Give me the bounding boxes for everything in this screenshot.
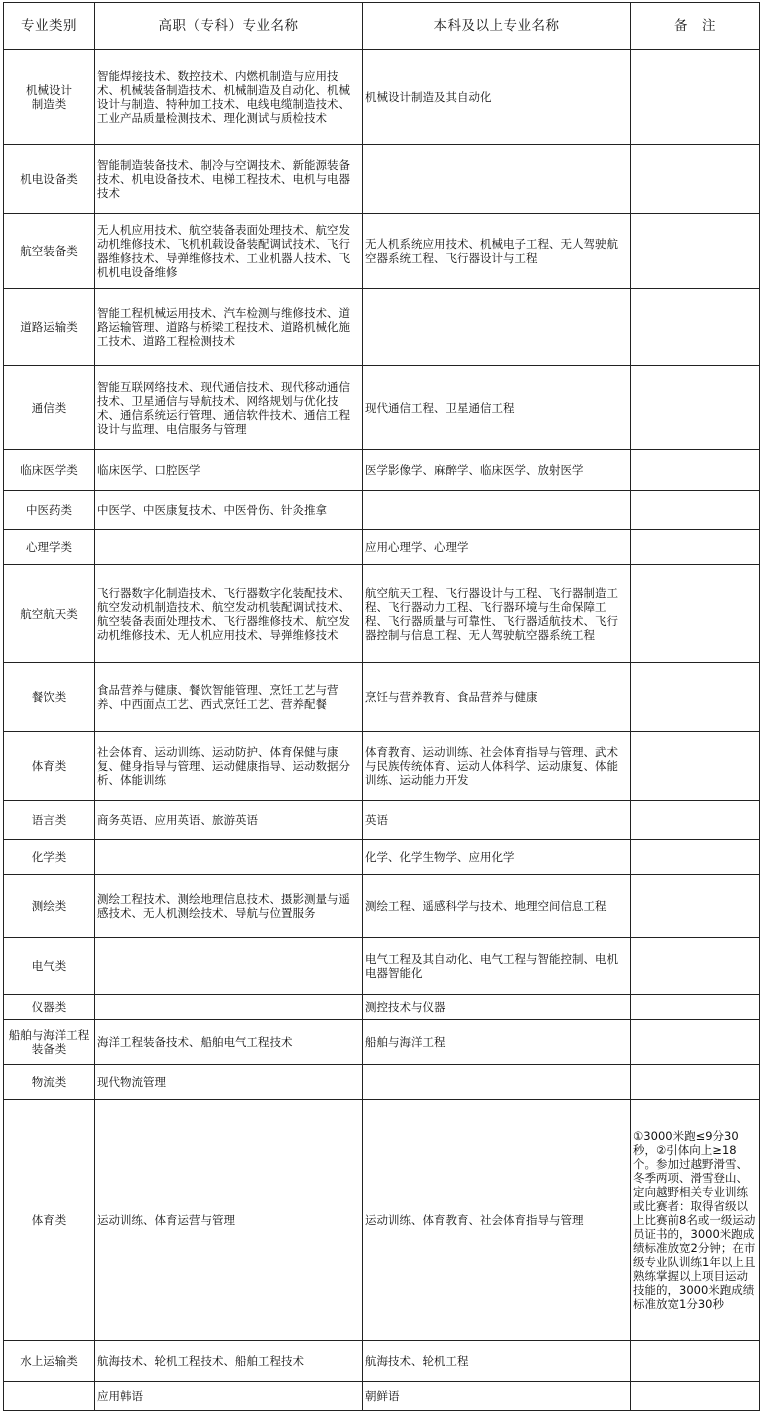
vocational-cell — [95, 530, 363, 565]
bachelor-cell: 烹饪与营养教育、食品营养与健康 — [363, 663, 631, 732]
header-bachelor: 本科及以上专业名称 — [363, 3, 631, 50]
category-cell: 仪器类 — [4, 995, 95, 1020]
vocational-cell: 食品营养与健康、餐饮智能管理、烹饪工艺与营养、中西面点工艺、西式烹饪工艺、营养配餐 — [95, 663, 363, 732]
bachelor-cell: 运动训练、体育教育、社会体育指导与管理 — [363, 1100, 631, 1341]
category-cell: 临床医学类 — [4, 450, 95, 491]
bachelor-cell: 航海技术、轮机工程 — [363, 1341, 631, 1382]
table-row — [4, 1341, 760, 1382]
table-row — [4, 1100, 760, 1341]
category-cell: 航空装备类 — [4, 214, 95, 289]
note-cell — [631, 1341, 760, 1382]
note-cell — [631, 840, 760, 875]
note-cell — [631, 938, 760, 995]
note-cell — [631, 1020, 760, 1065]
bachelor-cell: 现代通信工程、卫星通信工程 — [363, 366, 631, 450]
vocational-cell: 智能制造装备技术、制冷与空调技术、新能源装备技术、机电设备技术、电梯工程技术、电机与电器技术 — [95, 145, 363, 214]
bachelor-cell: 航空航天工程、飞行器设计与工程、飞行器制造工程、飞行器动力工程、飞行器环境与生命保障工程、飞行器质量与可靠性、飞行器适航技术、飞行器控制与信息工程、无人驾驶航空器系统工程 — [363, 565, 631, 663]
bachelor-cell: 船舶与海洋工程 — [363, 1020, 631, 1065]
note-cell — [631, 491, 760, 530]
table-row — [4, 50, 760, 145]
category-cell: 化学类 — [4, 840, 95, 875]
vocational-cell: 智能工程机械运用技术、汽车检测与维修技术、道路运输管理、道路与桥梁工程技术、道路机械化施工技术、道路工程检测技术 — [95, 289, 363, 366]
table-row — [4, 491, 760, 530]
major-table — [3, 2, 760, 1411]
vocational-cell: 无人机应用技术、航空装备表面处理技术、航空发动机维修技术、飞机机载设备装配调试技术、飞行器维修技术、导弹维修技术、工业机器人技术、飞机机电设备维修 — [95, 214, 363, 289]
note-cell — [631, 450, 760, 491]
table-row — [4, 1065, 760, 1100]
table-row — [4, 450, 760, 491]
bachelor-cell: 测控技术与仪器 — [363, 995, 631, 1020]
note-cell — [631, 875, 760, 938]
vocational-cell: 智能焊接技术、数控技术、内燃机制造与应用技术、机械装备制造技术、机械制造及自动化、机械设计与制造、特种加工技术、电线电缆制造技术、工业产品质量检测技术、理化测试与质检技术 — [95, 50, 363, 145]
category-cell: 水上运输类 — [4, 1341, 95, 1382]
bachelor-cell: 测绘工程、遥感科学与技术、地理空间信息工程 — [363, 875, 631, 938]
category-cell: 物流类 — [4, 1065, 95, 1100]
bachelor-cell — [363, 1065, 631, 1100]
note-cell — [631, 663, 760, 732]
vocational-cell: 海洋工程装备技术、船舶电气工程技术 — [95, 1020, 363, 1065]
table-row — [4, 565, 760, 663]
table-row — [4, 366, 760, 450]
bachelor-cell: 无人机系统应用技术、机械电子工程、无人驾驶航空器系统工程、飞行器设计与工程 — [363, 214, 631, 289]
category-cell: 餐饮类 — [4, 663, 95, 732]
bachelor-cell: 电气工程及其自动化、电气工程与智能控制、电机电器智能化 — [363, 938, 631, 995]
vocational-cell: 临床医学、口腔医学 — [95, 450, 363, 491]
note-cell — [631, 214, 760, 289]
category-cell: 中医药类 — [4, 491, 95, 530]
note-cell — [631, 1065, 760, 1100]
table-row — [4, 530, 760, 565]
category-cell: 船舶与海洋工程装备类 — [4, 1020, 95, 1065]
note-cell — [631, 366, 760, 450]
note-cell — [631, 732, 760, 801]
table-row — [4, 1382, 760, 1411]
vocational-cell: 测绘工程技术、测绘地理信息技术、摄影测量与遥感技术、无人机测绘技术、导航与位置服务 — [95, 875, 363, 938]
note-cell — [631, 50, 760, 145]
bachelor-cell: 英语 — [363, 801, 631, 840]
header-note: 备 注 — [631, 3, 760, 50]
category-cell: 道路运输类 — [4, 289, 95, 366]
table-row — [4, 145, 760, 214]
table-row — [4, 663, 760, 732]
category-cell: 航空航天类 — [4, 565, 95, 663]
vocational-cell: 飞行器数字化制造技术、飞行器数字化装配技术、航空发动机制造技术、航空发动机装配调试技术、航空装备表面处理技术、飞行器维修技术、航空发动机维修技术、无人机应用技术、导弹维修技术 — [95, 565, 363, 663]
category-cell: 语言类 — [4, 801, 95, 840]
bachelor-cell: 医学影像学、麻醉学、临床医学、放射医学 — [363, 450, 631, 491]
category-cell: 电气类 — [4, 938, 95, 995]
table-row — [4, 732, 760, 801]
bachelor-cell: 机械设计制造及其自动化 — [363, 50, 631, 145]
table-row — [4, 289, 760, 366]
bachelor-cell — [363, 491, 631, 530]
table-row — [4, 1020, 760, 1065]
bachelor-cell: 朝鲜语 — [363, 1382, 631, 1411]
table-row — [4, 840, 760, 875]
bachelor-cell: 体育教育、运动训练、社会体育指导与管理、武术与民族传统体育、运动人体科学、运动康复、体能训练、运动能力开发 — [363, 732, 631, 801]
header-category: 专业类别 — [4, 3, 95, 50]
table-row — [4, 875, 760, 938]
note-cell — [631, 801, 760, 840]
category-cell: 机械设计 制造类 — [4, 50, 95, 145]
header-vocational: 高职（专科）专业名称 — [95, 3, 363, 50]
vocational-cell: 运动训练、体育运营与管理 — [95, 1100, 363, 1341]
table-row — [4, 214, 760, 289]
note-cell — [631, 1382, 760, 1411]
category-cell: 体育类 — [4, 732, 95, 801]
note-cell: ①3000米跑≤9分30秒，②引体向上≥18个。参加过越野滑雪、冬季两项、滑雪登山、定向越野相关专业训练或比赛者：取得省级以上比赛前8名或一级运动员证书的，3000米跑成绩标准放宽2分钟；在市级专业队训练1年以上且熟练掌握以上项目运动技能的，3000米跑成绩标准放宽1分30秒 — [631, 1100, 760, 1341]
category-cell: 通信类 — [4, 366, 95, 450]
vocational-cell: 智能互联网络技术、现代通信技术、现代移动通信技术、卫星通信与导航技术、网络规划与优化技术、通信系统运行管理、通信软件技术、通信工程设计与监理、电信服务与管理 — [95, 366, 363, 450]
table-row — [4, 938, 760, 995]
category-cell: 体育类 — [4, 1100, 95, 1341]
category-cell — [4, 1382, 95, 1411]
vocational-cell — [95, 840, 363, 875]
header-row — [4, 3, 760, 50]
note-cell — [631, 565, 760, 663]
vocational-cell — [95, 938, 363, 995]
category-cell: 心理学类 — [4, 530, 95, 565]
bachelor-cell: 应用心理学、心理学 — [363, 530, 631, 565]
vocational-cell: 航海技术、轮机工程技术、船舶工程技术 — [95, 1341, 363, 1382]
table-row — [4, 995, 760, 1020]
vocational-cell: 应用韩语 — [95, 1382, 363, 1411]
table-row — [4, 801, 760, 840]
category-cell: 机电设备类 — [4, 145, 95, 214]
vocational-cell — [95, 995, 363, 1020]
category-cell: 测绘类 — [4, 875, 95, 938]
vocational-cell: 商务英语、应用英语、旅游英语 — [95, 801, 363, 840]
note-cell — [631, 289, 760, 366]
bachelor-cell: 化学、化学生物学、应用化学 — [363, 840, 631, 875]
note-cell — [631, 995, 760, 1020]
note-cell — [631, 530, 760, 565]
note-cell — [631, 145, 760, 214]
vocational-cell: 现代物流管理 — [95, 1065, 363, 1100]
vocational-cell: 中医学、中医康复技术、中医骨伤、针灸推拿 — [95, 491, 363, 530]
bachelor-cell — [363, 289, 631, 366]
vocational-cell: 社会体育、运动训练、运动防护、体育保健与康复、健身指导与管理、运动健康指导、运动数据分析、体能训练 — [95, 732, 363, 801]
bachelor-cell — [363, 145, 631, 214]
